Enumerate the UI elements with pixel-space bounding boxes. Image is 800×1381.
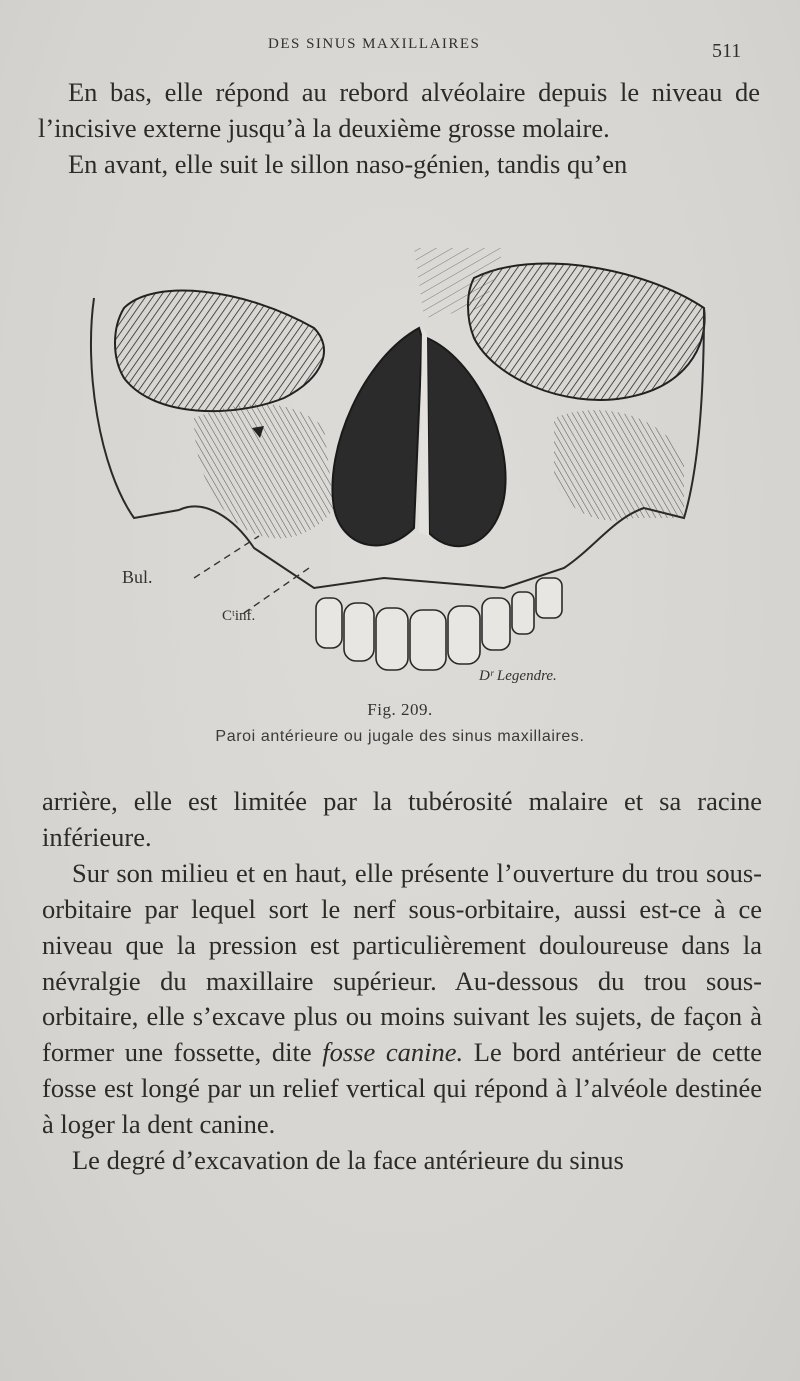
running-title: DES SINUS MAXILLAIRES	[268, 36, 481, 52]
right-maxillary-wall	[554, 410, 684, 520]
page-number: 511	[712, 40, 742, 62]
teeth-row	[316, 578, 562, 670]
leader-line-bulla	[194, 536, 259, 578]
paragraph-inferior-border: En bas, elle répond au rebord alvéolaire depuis le niveau de l’incisive externe jusqu’à la deuxième grosse molaire.	[38, 77, 760, 144]
leader-line-inferior-canine	[244, 568, 309, 613]
skull-illustration	[84, 248, 714, 688]
running-head	[0, 36, 800, 60]
paragraph-infraorbital-foramen	[42, 856, 762, 1143]
figure-caption: Paroi antérieure ou jugale des sinus maxillaires.	[215, 728, 585, 745]
left-nasal-cavity	[332, 328, 422, 545]
body-text-bottom	[42, 784, 762, 1179]
label-cinf: Cᵗinf.	[222, 608, 256, 624]
right-orbit	[468, 264, 705, 400]
right-nasal-cavity	[427, 338, 506, 546]
italic-term-fosse-canine: fosse canine.	[322, 1037, 464, 1068]
paragraph-posterior-border: arrière, elle est limitée par la tubérosité malaire et sa racine inférieure.	[42, 786, 762, 852]
body-text-top	[38, 74, 760, 183]
figure-number: Fig. 209.	[367, 700, 433, 719]
left-orbit	[115, 291, 324, 412]
paragraph-anterior-border: En avant, elle suit le sillon naso-génien, tandis qu’en	[68, 149, 628, 180]
text-after-italic: Le bord antérieur de cette fosse est longé par un relief vertical qui répond à l’alvéole destinée à loger la dent canine.	[42, 1037, 763, 1140]
left-maxillary-wall	[194, 404, 334, 538]
text-before-italic: Sur son milieu et en haut, elle présente l’ouverture du trou sous-orbitaire par lequel sort le nerf sous-orbitaire, aussi est-ce à ce niveau que la pression est particulièrement douloureuse dans la névralgie du maxillaire supérieur. Au-dessous du trou sous-orbitaire, elle s’excave plus ou moins suivant les sujets, de façon à former une fossette, dite	[42, 857, 762, 1068]
label-bul: Bul.	[122, 567, 153, 587]
artist-signature: Dʳ Legendre.	[479, 668, 557, 684]
skull-engraving	[84, 248, 714, 688]
paragraph-excavation-degree: Le degré d’excavation de la face antérieure du sinus	[72, 1145, 624, 1176]
